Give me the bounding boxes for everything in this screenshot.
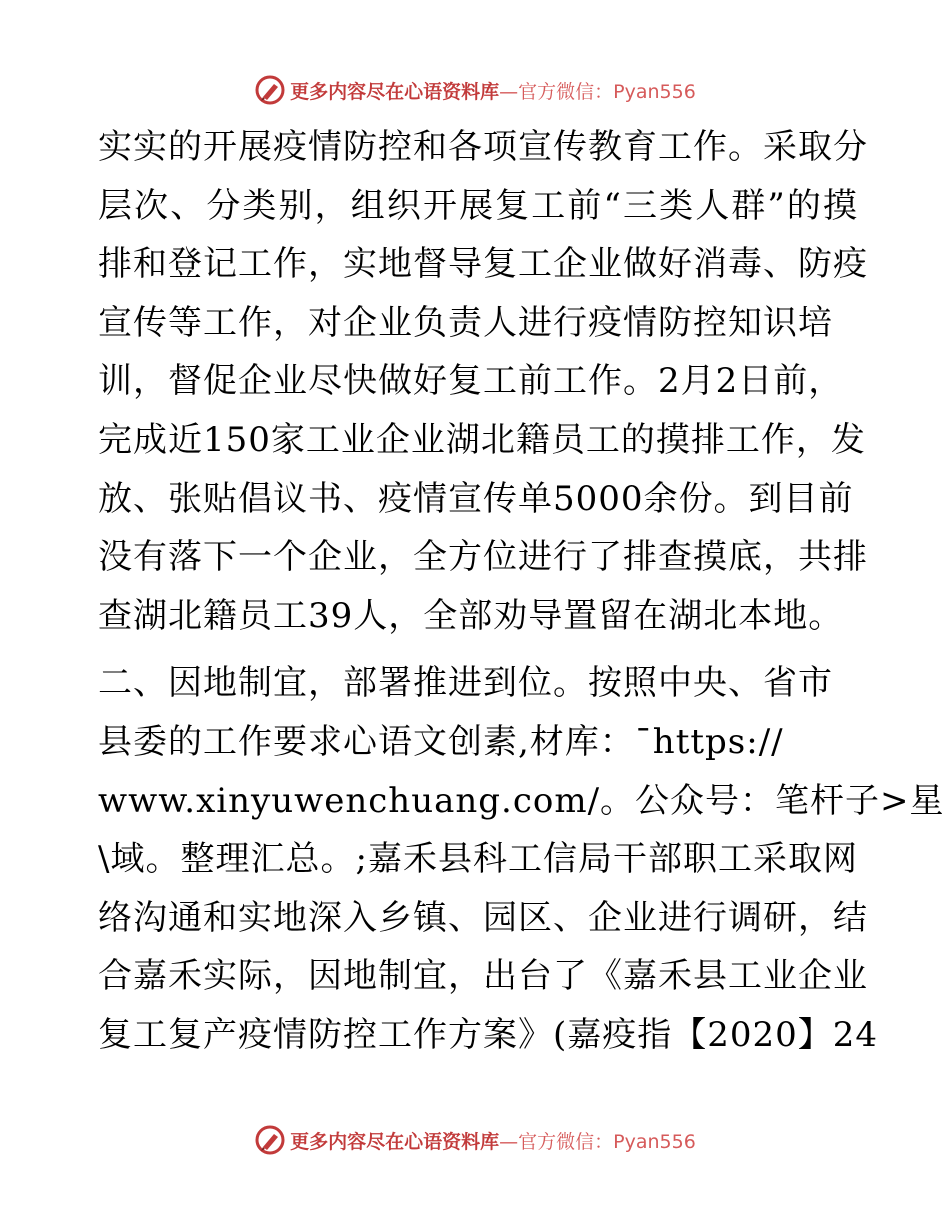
text-line: 放、张贴倡议书、疫情宣传单5000余份。到目前 bbox=[98, 478, 854, 519]
text-line: 排和登记工作，实地督导复工企业做好消毒、防疫 bbox=[98, 244, 868, 285]
text-line: 实实的开展疫情防控和各项宣传教育工作。采取分 bbox=[98, 127, 868, 167]
text-line: 县委的工作要求心语文创素,材库：¯https:// bbox=[98, 721, 784, 762]
text-line: 复工复产疫情防控工作方案》(嘉疫指【2020】24 bbox=[98, 1014, 879, 1055]
text-line: \域。整理汇总。;嘉禾县科工信局干部职工采取网 bbox=[98, 839, 858, 880]
text-line: 二、因地制宜，部署推进到位。按照中央、省市 bbox=[98, 663, 833, 704]
text-line: 训，督促企业尽快做好复工前工作。2月2日前， bbox=[98, 361, 844, 402]
body-text bbox=[98, 118, 945, 1065]
text-line: 络沟通和实地深入乡镇、园区、企业进行调研，结 bbox=[98, 897, 868, 938]
watermark-sub-text: —官方微信：Pyan556 bbox=[499, 1130, 696, 1153]
paragraph-1 bbox=[98, 118, 868, 645]
header-watermark bbox=[0, 70, 950, 110]
footer-watermark bbox=[0, 1120, 950, 1160]
watermark-sub-text: —官方微信：Pyan556 bbox=[499, 80, 696, 103]
paragraph-2 bbox=[98, 654, 945, 1064]
pen-logo-icon bbox=[254, 74, 286, 106]
text-line: www.xinyuwenchuang.com/。公众号：笔杆子>星 bbox=[98, 780, 945, 821]
watermark-main-text: 更多内容尽在心语资料库 bbox=[290, 80, 500, 103]
text-line: 层次、分类别，组织开展复工前“三类人群”的摸 bbox=[98, 185, 858, 226]
text-line: 宣传等工作，对企业负责人进行疫情防控知识培 bbox=[98, 302, 833, 343]
pen-logo-icon bbox=[254, 1124, 286, 1156]
text-line: 合嘉禾实际，因地制宜，出台了《嘉禾县工业企业 bbox=[98, 956, 868, 997]
text-line: 查湖北籍员工39人，全部劝导置留在湖北本地。 bbox=[98, 595, 844, 636]
text-line: 完成近150家工业企业湖北籍员工的摸排工作，发 bbox=[98, 419, 866, 460]
watermark-main-text: 更多内容尽在心语资料库 bbox=[290, 1130, 500, 1153]
text-line: 没有落下一个企业，全方位进行了排查摸底，共排 bbox=[98, 537, 868, 578]
